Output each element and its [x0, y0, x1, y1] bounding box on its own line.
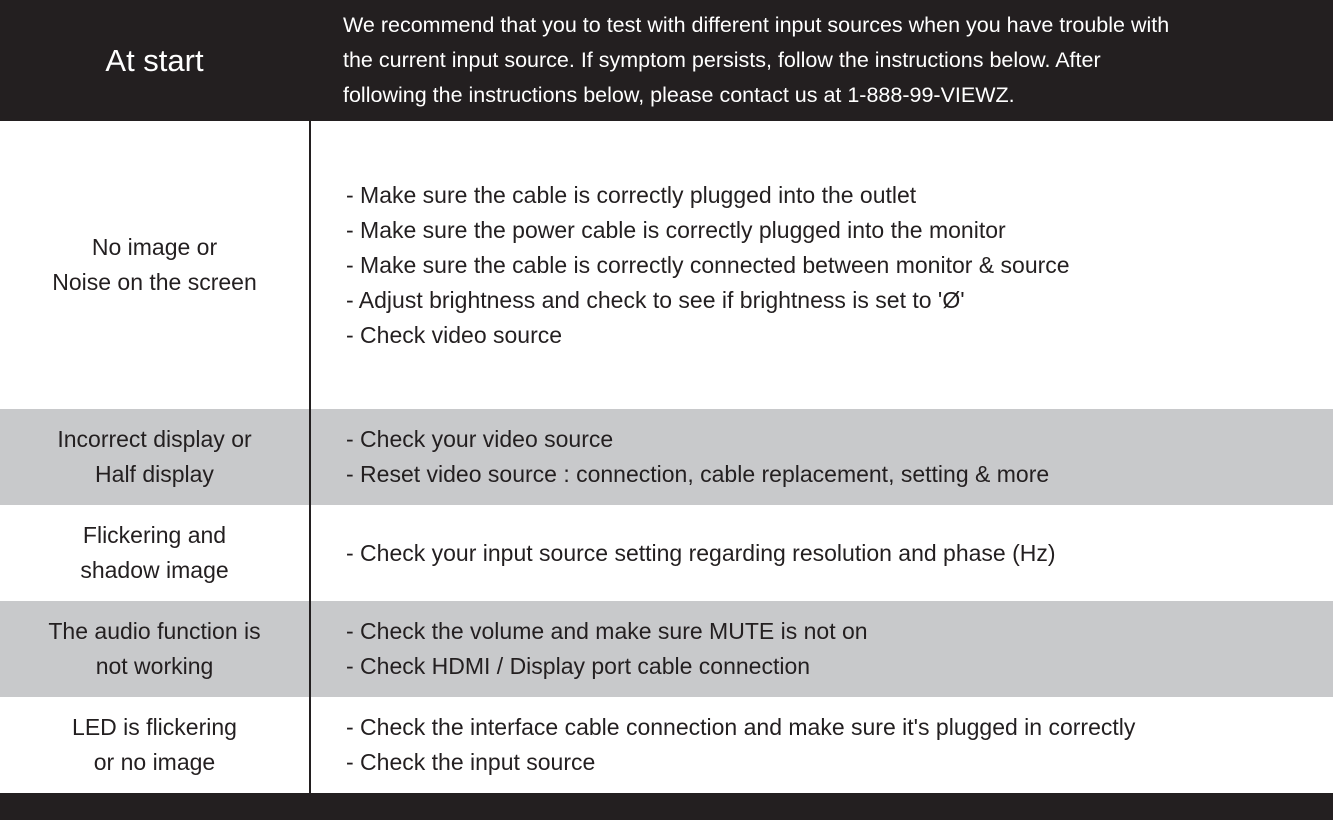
solution-item: - Check the input source	[346, 749, 596, 775]
symptom-line: No image or	[91, 234, 218, 260]
solution-item: - Check the volume and make sure MUTE is not on	[346, 618, 868, 644]
table-row-flickering	[0, 505, 1333, 601]
header-title: At start	[105, 42, 204, 78]
symptom-line: Incorrect display or	[57, 426, 252, 452]
solution-item: - Check your video source	[346, 426, 614, 452]
symptom-line: The audio function is	[48, 618, 261, 644]
solution-item: - Check your input source setting regarding resolution and phase (Hz)	[346, 539, 1056, 566]
symptom-line: Flickering and	[82, 522, 227, 548]
symptom-cell	[0, 505, 309, 601]
symptom-cell	[0, 409, 309, 505]
solution-cell	[346, 697, 1135, 793]
solution-cell	[346, 409, 1049, 505]
table-row-led	[0, 697, 1333, 793]
symptom-line: Noise on the screen	[52, 269, 257, 295]
solution-item: - Reset video source : connection, cable replacement, setting & more	[346, 461, 1050, 487]
intro-line: We recommend that you to test with different input sources when you have trouble with	[343, 13, 1170, 37]
intro-line: following the instructions below, please contact us at 1-888-99-VIEWZ.	[343, 83, 1015, 107]
table-row-no-image	[0, 121, 1333, 409]
solution-item: - Check HDMI / Display port cable connection	[346, 653, 811, 679]
solution-item: - Adjust brightness and check to see if brightness is set to 'Ø'	[346, 286, 965, 313]
solution-item: - Make sure the cable is correctly plugged into the outlet	[346, 181, 917, 208]
solution-cell	[346, 505, 1056, 601]
table-row-audio	[0, 601, 1333, 697]
solution-item: - Check the interface cable connection and make sure it's plugged in correctly	[346, 714, 1136, 740]
symptom-line: or no image	[93, 749, 216, 775]
table-row-incorrect-display	[0, 409, 1333, 505]
solution-cell	[346, 601, 868, 697]
solution-cell	[346, 121, 1070, 409]
intro-line: the current input source. If symptom persists, follow the instructions below. After	[343, 48, 1101, 72]
symptom-line: LED is flickering	[72, 714, 237, 740]
symptom-cell	[0, 601, 309, 697]
symptom-cell	[0, 121, 309, 409]
header-intro	[343, 8, 1318, 113]
symptom-cell	[0, 697, 309, 793]
symptom-line: shadow image	[80, 557, 229, 583]
table-header	[0, 0, 1333, 121]
symptom-line: Half display	[95, 461, 214, 487]
solution-item: - Make sure the power cable is correctly plugged into the monitor	[346, 216, 1006, 243]
solution-item: - Check video source	[346, 321, 563, 348]
column-divider	[309, 121, 311, 793]
symptom-line: not working	[95, 653, 214, 679]
solution-item: - Make sure the cable is correctly connected between monitor & source	[346, 251, 1070, 278]
table-footer-bar	[0, 793, 1333, 820]
